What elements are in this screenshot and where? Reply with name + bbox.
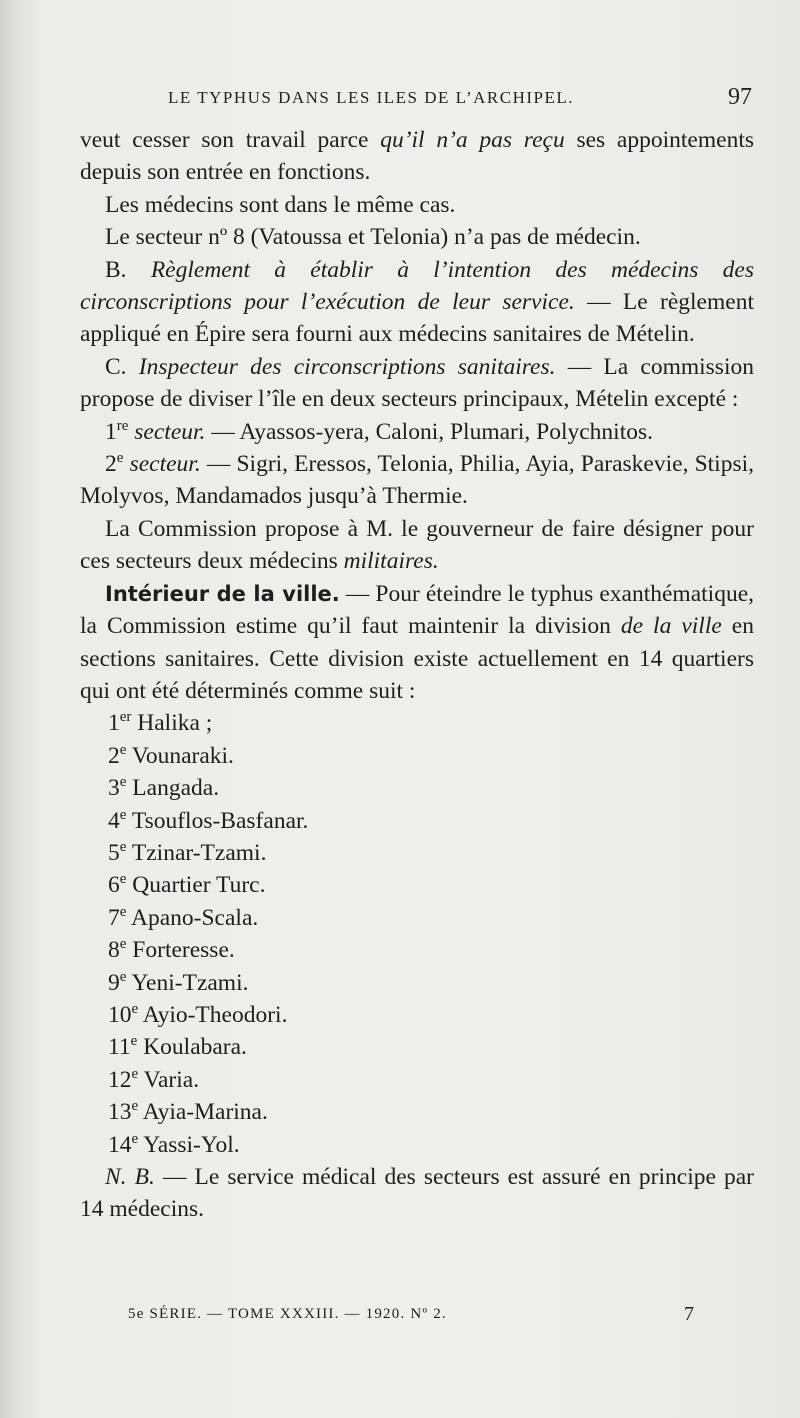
list-item: 11e Koulabara.: [108, 1033, 247, 1061]
signature-mark: 7: [684, 1303, 694, 1325]
list-item: 8e Forteresse.: [108, 936, 235, 964]
page-number: 97: [728, 84, 752, 110]
paragraph-sector-1: 1re secteur. — Ayassos-yera, Caloni, Plumari, Polychnitos.: [105, 417, 654, 445]
quarters-list: [80, 707, 754, 1161]
paragraph-inspector: C. Inspecteur des circonscriptions sanitaires. — La commission propose de diviser l’île en deux secteurs principaux, Mételin excepté :: [80, 353, 754, 413]
list-item: 9e Yeni-Tzami.: [108, 968, 249, 996]
paragraph-salary: veut cesser son travail parce qu’il n’a pas reçu ses appointements depuis son entrée en fonctions.: [80, 127, 754, 186]
list-item: 7e Apano-Scala.: [108, 903, 259, 931]
page-footer: [128, 1303, 694, 1325]
list-item: 14e Yassi-Yol.: [108, 1130, 240, 1158]
series-info: 5e SÉRIE. — TOME XXXIII. — 1920. Nº 2.: [128, 1306, 447, 1322]
paragraph-sector-8: Le secteur nº 8 (Vatoussa et Telonia) n’a pas de médecin.: [105, 224, 641, 251]
body-text: [80, 124, 754, 1226]
paragraph-city-interior: Intérieur de la ville. — Pour éteindre le typhus exanthématique, la Commission estime qu’il faut maintenir la division de la ville en sections sanitaires. Cette division existe actuellement en 14 quartiers qui ont été déterminés comme suit :: [80, 580, 754, 704]
list-item: 10e Ayio-Theodori.: [108, 1001, 288, 1028]
list-item: 1er Halika ;: [108, 709, 213, 737]
list-item: 2e Vounaraki.: [108, 741, 234, 769]
list-item: 13e Ayia-Marina.: [108, 1098, 268, 1126]
running-title: LE TYPHUS DANS LES ILES DE L’ARCHIPEL.: [168, 88, 574, 107]
list-item: 6e Quartier Turc.: [108, 871, 266, 899]
list-item: 5e Tzinar-Tzami.: [108, 839, 267, 866]
running-header: [168, 84, 758, 110]
paragraph-sector-2: 2e secteur. — Sigri, Eressos, Telonia, Philia, Ayia, Paraskevie, Stipsi, Molyvos, Mandamados jusqu’à Thermie.: [80, 450, 754, 510]
paragraph-military-doctors: La Commission propose à M. le gouverneur de faire désigner pour ces secteurs deux médecins militaires.: [80, 515, 754, 575]
paragraph-nota-bene: N. B. — Le service médical des secteurs est assuré en principe par 14 médecins.: [80, 1164, 755, 1223]
list-item: 12e Varia.: [108, 1065, 200, 1093]
list-item: 4e Tsouflos-Basfanar.: [108, 806, 309, 834]
paragraph-doctors: Les médecins sont dans le même cas.: [105, 191, 456, 218]
list-item: 3e Langada.: [108, 774, 220, 802]
paragraph-regulation: B. Règlement à établir à l’intention des médecins des circonscriptions pour l’exécution de leur service. — Le règlement appliqué en Épire sera fourni aux médecins sanitaires de Mételin.: [80, 256, 755, 348]
